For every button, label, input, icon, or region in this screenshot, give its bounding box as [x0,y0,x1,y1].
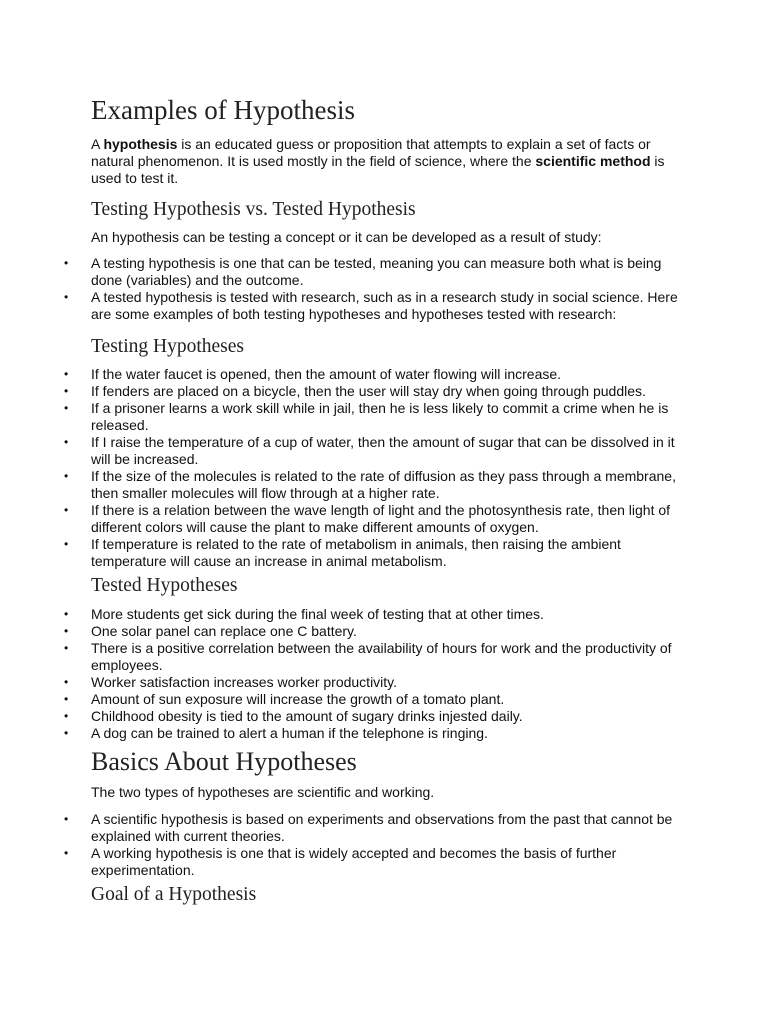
heading-goal-of-hypothesis: Goal of a Hypothesis [91,884,257,905]
bullet-icon: • [64,675,69,689]
list-item: • One solar panel can replace one C battery. [64,623,357,639]
intro-bold-scientific-method: scientific method [535,153,651,169]
bullet-icon: • [64,624,69,638]
bullet-icon: • [64,812,69,826]
bullet-icon: • [64,401,69,415]
list-item: • There is a positive correlation between the availability of hours for work and the productivity of employees. [64,640,672,673]
testing-hypotheses-list [0,366,700,570]
intro-bold-hypothesis: hypothesis [103,136,178,152]
list-item: • A testing hypothesis is one that can be tested, meaning you can measure both what is being done (variables) and the outcome. [64,255,662,288]
heading-testing-hypotheses: Testing Hypotheses [91,336,244,357]
list-item: • If there is a relation between the wave length of light and the photosynthesis rate, then light of different colors will cause the plant to make different amounts of oxygen. [64,502,671,535]
list-item: • Worker satisfaction increases worker productivity. [64,674,398,690]
list-item: • If the water faucet is opened, then the amount of water flowing will increase. [64,366,562,382]
bullet-icon: • [64,709,69,723]
list-item: • If fenders are placed on a bicycle, then the user will stay dry when going through puddles. [64,383,646,399]
list-item: • If the size of the molecules is related to the rate of diffusion as they pass through a membrane, then smaller molecules will flow through at a higher rate. [64,468,676,501]
testing-vs-tested-paragraph: An hypothesis can be testing a concept or it can be developed as a result of study: [91,229,602,245]
heading-basics-about-hypotheses: Basics About Hypotheses [91,747,357,776]
basics-list [0,811,700,879]
heading-testing-vs-tested: Testing Hypothesis vs. Tested Hypothesis [91,199,416,220]
bullet-icon: • [64,726,69,740]
list-item: • More students get sick during the final week of testing that at other times. [64,606,544,622]
tested-hypotheses-list [0,606,700,742]
heading-tested-hypotheses: Tested Hypotheses [91,575,238,596]
bullet-icon: • [64,290,69,304]
intro-text-3: is used to test it. [91,153,665,186]
bullet-icon: • [64,607,69,621]
bullet-icon: • [64,384,69,398]
intro-text-1: A [91,136,104,152]
basics-paragraph: The two types of hypotheses are scientific and working. [91,784,435,800]
bullet-icon: • [64,503,69,517]
list-item: • A tested hypothesis is tested with research, such as in a research study in social science. Here are some examples of both testing hypotheses and hypotheses tested with research: [64,289,678,322]
intro-text-2: is an educated guess or proposition that attempts to explain a set of facts or natural phenomenon. It is used mostly in the field of science, where the [91,136,651,169]
bullet-icon: • [64,692,69,706]
list-item: • A scientific hypothesis is based on experiments and observations from the past that cannot be explained with current theories. [64,811,673,844]
bullet-icon: • [64,435,69,449]
list-item: • Amount of sun exposure will increase the growth of a tomato plant. [64,691,505,707]
intro-paragraph [91,136,681,187]
bullet-icon: • [64,469,69,483]
list-item: • If I raise the temperature of a cup of water, then the amount of sugar that can be dissolved in it will be increased. [64,434,675,467]
page-title: Examples of Hypothesis [91,95,355,125]
list-item: • If temperature is related to the rate of metabolism in animals, then raising the ambient temperature will cause an increase in animal metabolism. [64,536,621,569]
testing-vs-tested-list [0,255,700,323]
list-item: • Childhood obesity is tied to the amount of sugary drinks injested daily. [64,708,523,724]
list-item: • A dog can be trained to alert a human if the telephone is ringing. [64,725,488,741]
bullet-icon: • [64,256,69,270]
bullet-icon: • [64,537,69,551]
bullet-icon: • [64,846,69,860]
list-item: • A working hypothesis is one that is widely accepted and becomes the basis of further experimentation. [64,845,617,878]
bullet-icon: • [64,367,69,381]
list-item: • If a prisoner learns a work skill while in jail, then he is less likely to commit a crime when he is released. [64,400,669,433]
bullet-icon: • [64,641,69,655]
